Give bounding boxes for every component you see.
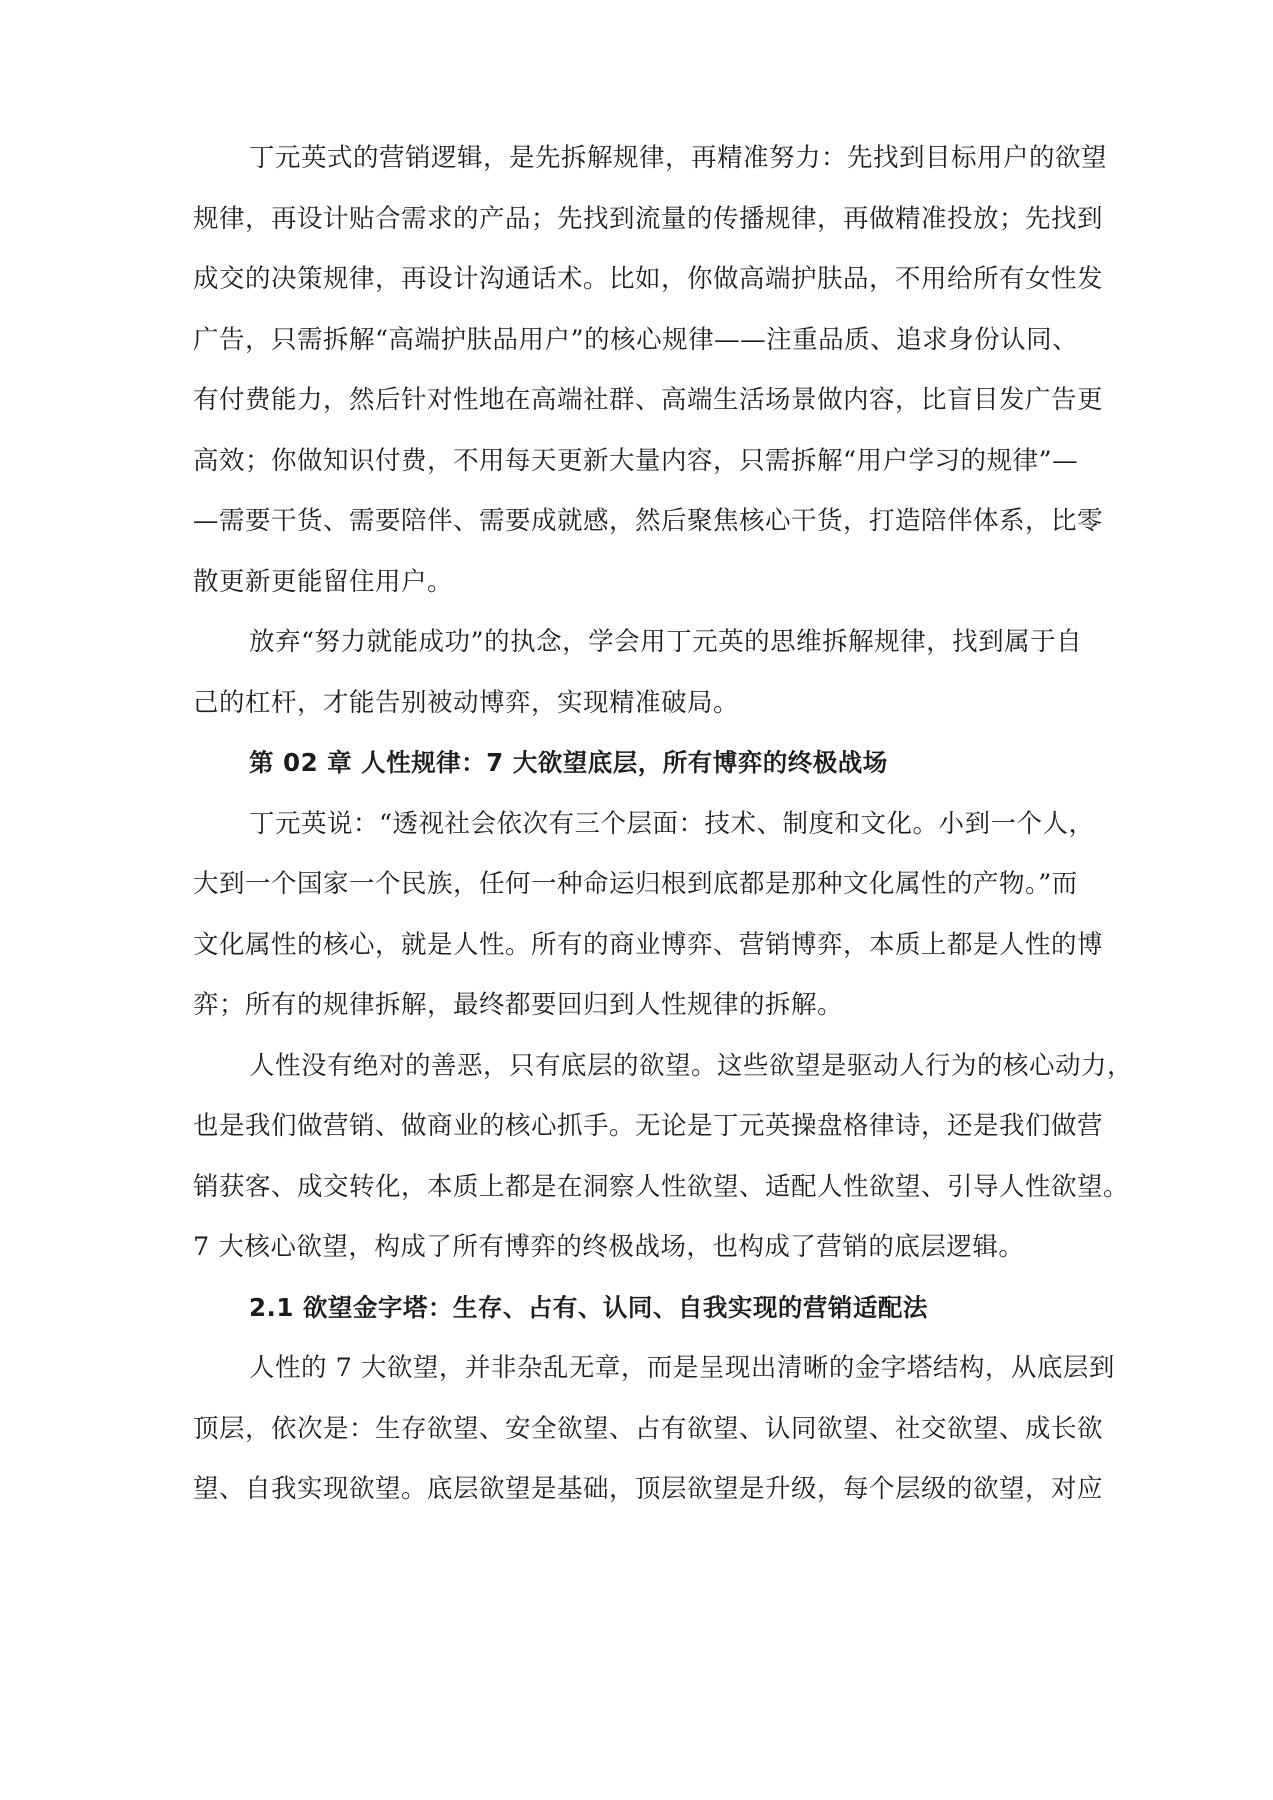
text-line: 人性没有绝对的善恶，只有底层的欲望。这些欲望是驱动人行为的核心动力， <box>249 1050 1134 1081</box>
section-heading <box>193 1292 1093 1357</box>
heading-text: 第 02 章 人性规律：7 大欲望底层，所有博弈的终极战场 <box>249 748 888 777</box>
text-line: 高效；你做知识付费，不用每天更新大量内容，只需拆解“用户学习的规律”— <box>193 445 1079 476</box>
text-line: 销获客、成交转化，本质上都是在洞察人性欲望、适配人性欲望、引导人性欲望。 <box>193 1171 1130 1202</box>
text-line: 弈；所有的规律拆解，最终都要回归到人性规律的拆解。 <box>193 990 844 1020</box>
paragraph <box>193 1353 1115 1538</box>
text-line: 文化属性的核心，就是人性。所有的商业博弈、营销博弈，本质上都是人性的博 <box>193 929 1104 960</box>
heading-text: 2.1 欲望金字塔：生存、占有、认同、自我实现的营销适配法 <box>249 1292 928 1322</box>
document-page <box>193 143 1134 1538</box>
text-line: 有付费能力，然后针对性地在高端社群、高端生活场景做内容，比盲目发广告更 <box>193 385 1104 415</box>
text-line: 也是我们做营销、做商业的核心抓手。无论是丁元英操盘格律诗，还是我们做营 <box>193 1111 1104 1141</box>
text-line: 放弃“努力就能成功”的执念，学会用丁元英的思维拆解规律，找到属于自 <box>249 627 1083 657</box>
paragraph <box>193 1050 1134 1296</box>
text-line: 人性的 7 大欲望，并非杂乱无章，而是呈现出清晰的金字塔结构，从底层到 <box>249 1353 1115 1383</box>
text-line: 丁元英说：“透视社会依次有三个层面：技术、制度和文化。小到一个人， <box>249 808 1095 839</box>
paragraph <box>193 143 1108 630</box>
text-line: 丁元英式的营销逻辑，是先拆解规律，再精准努力：先找到目标用户的欲望 <box>249 143 1108 173</box>
chapter-heading <box>193 748 1093 812</box>
text-line: 规律，再设计贴合需求的产品；先找到流量的传播规律，再做精准投放；先找到 <box>193 203 1104 234</box>
text-line: 散更新更能留住用户。 <box>193 566 454 597</box>
text-line: 顶层，依次是：生存欲望、安全欲望、占有欲望、认同欲望、社交欲望、成长欲 <box>193 1413 1104 1444</box>
text-line: —需要干货、需要陪伴、需要成就感，然后聚焦核心干货，打造陪伴体系，比零 <box>193 506 1104 536</box>
text-line: 广告，只需拆解“高端护肤品用户”的核心规律——注重品质、追求身份认同、 <box>193 324 1079 355</box>
text-line: 望、自我实现欲望。底层欲望是基础，顶层欲望是升级，每个层级的欲望，对应 <box>193 1474 1104 1504</box>
paragraph <box>193 627 1093 751</box>
text-line: 大到一个国家一个民族，任何一种命运归根到底都是那种文化属性的产物。”而 <box>193 869 1078 899</box>
text-line: 7 大核心欲望，构成了所有博弈的终极战场，也构成了营销的底层逻辑。 <box>193 1232 1025 1262</box>
text-line: 成交的决策规律，再设计沟通话术。比如，你做高端护肤品，不用给所有女性发 <box>193 264 1104 294</box>
paragraph <box>193 808 1104 1054</box>
text-line: 己的杠杆，才能告别被动博弈，实现精准破局。 <box>193 687 740 718</box>
